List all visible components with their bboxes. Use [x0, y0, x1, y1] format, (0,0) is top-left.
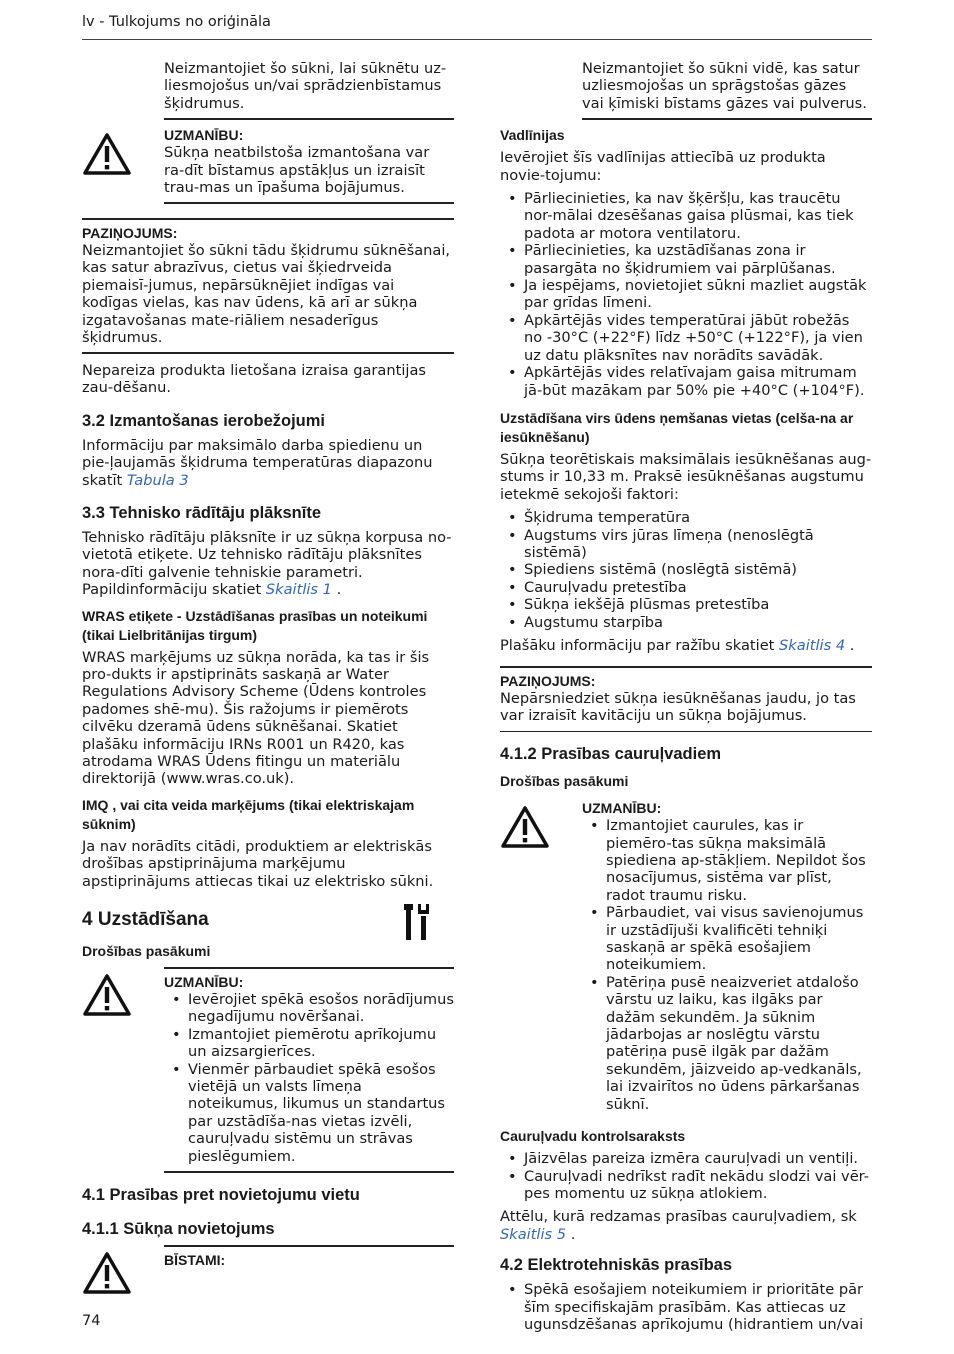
list-item: • Augstumu starpība	[524, 614, 872, 631]
figure-4-link[interactable]: Skaitlis 4	[779, 636, 846, 654]
divider	[582, 118, 872, 120]
section-4-1-1-heading: 4.1.1 Sūkņa novietojums	[82, 1220, 275, 1239]
section-3-2-heading: 3.2 Izmantošanas ierobežojumi	[82, 411, 325, 430]
imq-heading: IMQ , vai cita veida marķējums (tikai elektriskajam sūknim)	[82, 796, 415, 832]
safety-heading: Drošības pasākumi	[82, 943, 211, 959]
divider	[82, 218, 454, 220]
notice-text: Neizmantojiet šo sūkni tādu šķidrumu sūknēšanai, kas satur abrazīvus, cietus vai šķiedrveida piemaisī-jumus, nepārsūknējiet indīgas vai kodīgas vielas, kas nav ūdens, kā arī ar sūkņa izgatavošanas mate-riāliem nesaderīgus šķidrumus.	[82, 241, 451, 346]
suction-text: Sūkņa teorētiskais maksimālais iesūknēšanas aug-stums ir 10,33 m. Praksē iesūknēšanas augstumu ietekmē sekojoši faktori:	[500, 450, 872, 503]
intro-paragraph: Neizmantojiet šo sūkni, lai sūknētu uz-liesmojošus un/vai sprādzienbīstamus šķidrumus.	[164, 60, 447, 112]
danger-box	[82, 1245, 454, 1299]
caution-box	[500, 799, 872, 1119]
caution-box	[82, 126, 454, 204]
divider	[82, 352, 454, 354]
list-item: • Izmantojiet piemērotu aprīkojumu un aizsargierīces.	[188, 1026, 454, 1061]
wras-heading: WRAS etiķete - Uzstādīšanas prasības un noteikumi (tikai Lielbritānijas tirgum)	[82, 607, 428, 643]
caution-label: UZMANĪBU:	[164, 974, 244, 990]
warning-triangle-icon	[82, 126, 164, 204]
caution-box	[82, 967, 454, 1173]
imq-text: Ja nav norādīts citādi, produktiem ar elektriskās drošības apstiprinājuma marķējumu apstiprinājums attiecas tikai uz elektrisko sūkni.	[82, 837, 434, 890]
more-info-text: Plašāku informāciju par ražību skatiet Skaitlis 4 .	[500, 636, 855, 654]
guidelines-list	[500, 190, 872, 399]
divider	[164, 202, 454, 204]
divider	[164, 1245, 454, 1247]
divider	[164, 1171, 454, 1173]
section-4-1-2-heading: 4.1.2 Prasības cauruļvadiem	[500, 745, 722, 764]
list-item: • Izmantojiet caurules, kas ir piemēro-tas sūkņa maksimālā spiediena ap-stākļiem. Nepildot šos nosacījumus, sistēma var plīst, radot traumu risku.	[606, 817, 872, 904]
caution-list	[164, 991, 454, 1165]
danger-label: BĪSTAMI:	[164, 1252, 226, 1269]
caution-text: Sūkņa neatbilstoša izmantošana var ra-dīt bīstamus apstākļus un izraisīt trau-mas un īpašuma bojājumus.	[164, 144, 430, 197]
table-3-link[interactable]: Tabula 3	[126, 471, 189, 489]
list-item: • Spēkā esošajiem noteikumiem ir prioritāte pār šīm specifiskajām prasībām. Kas attiecas uz ugunsdzēšanas aprīkojumu (hidrantiem un/vai	[524, 1281, 872, 1333]
figure-5-link[interactable]: Skaitlis 5	[500, 1225, 567, 1243]
list-item: • Pārliecinieties, ka nav šķēršļu, kas traucētu nor-mālai dzesēšanas gaisa plūsmai, kas tiek padota ar motora ventilatoru.	[524, 190, 872, 242]
pipe-checklist	[500, 1150, 872, 1202]
list-item: • Vienmēr pārbaudiet spēkā esošos vietējā un valsts līmeņa noteikumus, likumus un standartus par uzstādīša-nas vietas izvēli, cauruļvadu sistēmu un strāvas pieslēgumiem.	[188, 1061, 454, 1165]
list-item: • Ievērojiet spēkā esošos norādījumus negadījumu novēršanai.	[188, 991, 454, 1026]
list-item: • Augstums virs jūras līmeņa (nenoslēgtā sistēmā)	[524, 527, 872, 562]
figure-1-link[interactable]: Skaitlis 1	[265, 581, 332, 599]
section-3-3-text: Tehnisko rādītāju plāksnīte ir uz sūkņa korpusa no-vietotā etiķete. Uz tehnisko rādītāju plāksnītes nora-dīti galvenie tehniskie parametri. Papildinformāciju skatiet Skaitlis 1 .	[82, 528, 452, 599]
list-item: • Šķidruma temperatūra	[524, 509, 872, 526]
section-4-2-heading: 4.2 Elektrotehniskās prasības	[500, 1256, 733, 1275]
list-item: • Apkārtējās vides temperatūrai jābūt robežās no -30°C (+22°F) līdz +50°C (+122°F), ja vien uz datu plāksnītes nav norādīts savādāk.	[524, 312, 872, 364]
guidelines-heading: Vadlīnijas	[500, 127, 565, 144]
list-item: • Pārliecinieties, ka uzstādīšanas zona ir pasargāta no šķidrumiem vai pārplūšanas.	[524, 242, 872, 277]
divider	[500, 666, 872, 668]
right-column	[500, 60, 872, 1339]
section-3-3-heading: 3.3 Tehnisko rādītāju plāksnīte	[82, 503, 322, 522]
list-item: • Cauruļvadi nedrīkst radīt nekādu slodzi vai vēr-pes momentu uz sūkņa atlokiem.	[524, 1168, 872, 1203]
warning-triangle-icon	[82, 967, 164, 1173]
section-4-heading: 4 Uzstādīšana	[82, 909, 209, 930]
caution-label: UZMANĪBU:	[164, 127, 244, 144]
header-rule	[82, 39, 872, 40]
left-column	[82, 60, 454, 1299]
notice-label: PAZIŅOJUMS:	[82, 224, 178, 241]
intro-paragraph: Neizmantojiet šo sūkni vidē, kas satur uzliesmojošas un sprāgstošas gāzes vai ķīmiski bīstams gāzes vai pulverus.	[582, 60, 867, 112]
pipe-figure-text: Attēlu, kurā redzamas prasības cauruļvadiem, sk Skaitlis 5 .	[500, 1208, 857, 1243]
divider	[164, 118, 454, 120]
list-item: • Apkārtējās vides relatīvajam gaisa mitrumam jā-būt mazākam par 50% pie +40°C (+104°F).	[524, 364, 872, 399]
list-item: • Patēriņa pusē neaizveriet atdalošo vārstu uz laiku, kas ilgāks par dažām sekundēm. Ja sūknim jādarbojas ar noslēgtu vārstu patēriņa pusē ilgāk par dažām sekundēm, jāizveido ap-vedkanāls, lai izvairītos no ūdens pārkaršanas sūknī.	[606, 974, 872, 1113]
warranty-text: Nepareiza produkta lietošana izraisa garantijas zau-dēšanu.	[82, 361, 426, 397]
section-3-2-text: Informāciju par maksimālo darba spiedienu un pie-ļaujamās šķidruma temperatūras diapazonu skatīt Tabula 3	[82, 436, 433, 489]
caution-label: UZMANĪBU:	[582, 800, 662, 817]
divider	[500, 731, 872, 733]
electrical-list	[500, 1281, 872, 1333]
notice-text: Nepārsniedziet sūkņa iesūknēšanas jaudu, jo tas var izraisīt kavitāciju un sūkņa bojājumus.	[500, 689, 856, 725]
warning-triangle-icon	[82, 1245, 164, 1299]
list-item: • Pārbaudiet, vai visus savienojumus ir uzstādījuši kvalificēti tehniķi saskaņā ar spēkā esošajiem noteikumiem.	[606, 904, 872, 974]
divider	[164, 967, 454, 969]
list-item: • Spiediens sistēmā (noslēgtā sistēmā)	[524, 561, 872, 578]
list-item: • Ja iespējams, novietojiet sūkni mazliet augstāk par grīdas līmeni.	[524, 277, 872, 312]
suction-factors-list	[500, 509, 872, 631]
list-item: • Sūkņa iekšējā plūsmas pretestība	[524, 596, 872, 613]
caution-list	[582, 817, 872, 1113]
guidelines-text: Ievērojiet šīs vadlīnijas attiecībā uz produkta novie-tojumu:	[500, 149, 826, 184]
wras-text: WRAS marķējums uz sūkņa norāda, ka tas ir šis pro-dukts ir apstiprināts saskaņā ar Water Regulations Advisory Scheme (Ūdens kontroles padomes shē-mu). Šis ražojums ir piemērots cilvēku dzeramā ūdens sūknēšanai. Skatiet plašāku informāciju IRNs R001 un R420, kas atrodama WRAS Ūdens fitingu un materiālu direktorijā (www.wras.co.uk).	[82, 648, 430, 788]
running-header: lv - Tulkojums no oriģināla	[82, 14, 271, 30]
list-item: • Cauruļvadu pretestība	[524, 579, 872, 596]
list-item: • Jāizvēlas pareiza izmēra cauruļvadi un ventiļi.	[524, 1150, 872, 1167]
tools-icon	[402, 902, 432, 946]
warning-triangle-icon	[500, 799, 582, 1119]
pipe-checklist-heading: Cauruļvadu kontrolsaraksts	[500, 1128, 686, 1145]
safety-heading: Drošības pasākumi	[500, 773, 629, 790]
page-number: 74	[82, 1313, 101, 1329]
notice-label: PAZIŅOJUMS:	[500, 672, 596, 689]
section-4-1-heading: 4.1 Prasības pret novietojumu vietu	[82, 1186, 360, 1205]
suction-heading: Uzstādīšana virs ūdens ņemšanas vietas (celša-na ar iesūknēšanu)	[500, 409, 854, 445]
